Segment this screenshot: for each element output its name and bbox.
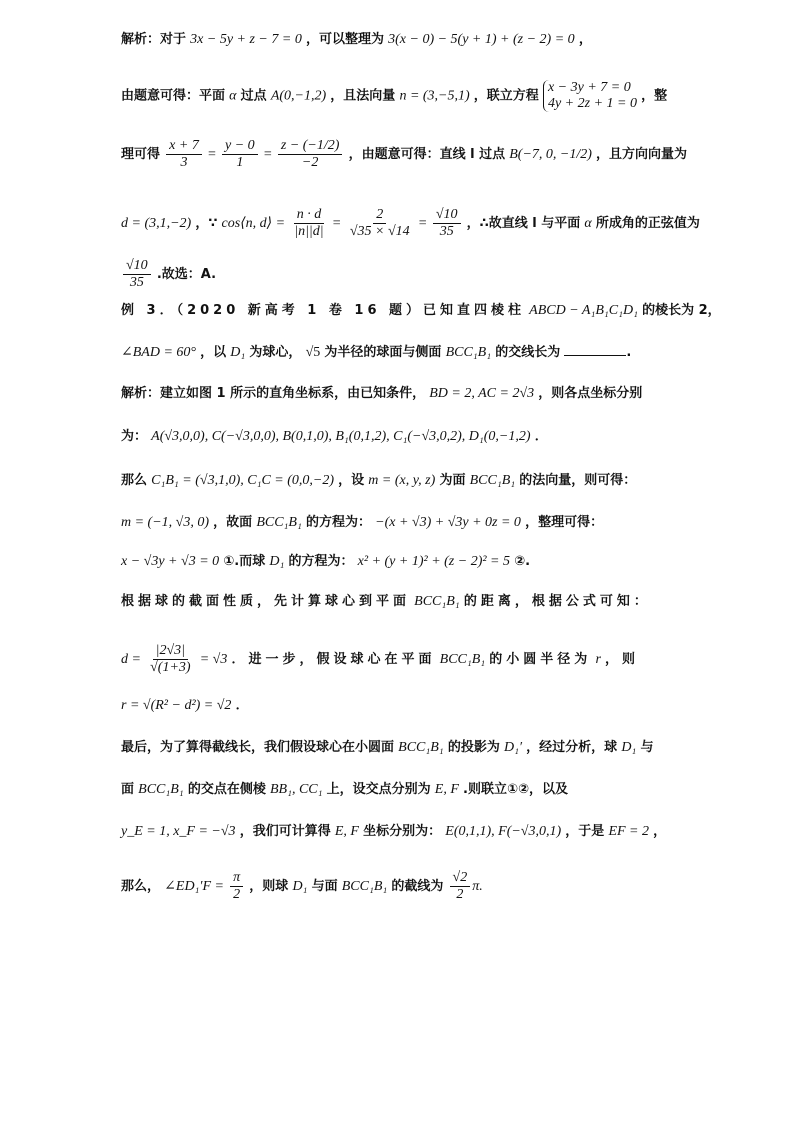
solution-line-1: 解析：对于 3x − 5y + z − 7 = 0 ，可以整理为 3(x − 0) − 5(y + 1) + (z − 2) = 0 ， <box>121 32 592 47</box>
example-3-title: 例 3．（2020 新高考 1 卷 16 题）已知直四棱柱 ABCD − A₁B₁C₁D₁ 的棱长为 2， <box>121 303 721 318</box>
solution3-line-12: 那么， ∠ED₁′F = $\frac{\pi}{2}$ ，则球 D₁ 与面 BCC₁B₁ 的截线为 $\frac{√2}{2}$ π. <box>121 870 483 902</box>
equation-system: x − 3y + 7 = 0 4y + 2z + 1 = 0 <box>543 80 637 112</box>
example-3-line-2: ∠BAD = 60° ，以 D₁ 为球心， √5 为半径的球面与侧面 BCC₁B₁ 的交线长为 . <box>121 345 632 360</box>
fraction: $\frac{x + 7}{3}$ <box>166 138 202 171</box>
solution3-line-6: 根据球的截面性质，先计算球心到平面 BCC₁B₁ 的距离，根据公式可知： <box>121 594 651 609</box>
solution-line-5: $\frac{√10}{35}$ .故选：A. <box>121 258 216 291</box>
fraction: $\frac{√2}{2}$ <box>450 870 471 903</box>
fraction: $\frac{z - (-1/2)}{-2}$ <box>278 138 343 171</box>
solution3-line-1: 解析：建立如图 1 所示的直角坐标系，由已知条件， BD = 2, AC = 2√3 ，则各点坐标分别 <box>121 386 643 401</box>
fraction: $\frac{√10}{35}$ <box>123 258 151 291</box>
normal-vector: n = (3,−5,1) <box>399 88 470 104</box>
solution3-line-4: m = (−1, √3, 0) ，故面 BCC₁B₁ 的方程为： −(x + √3) + √3y + 0z = 0 ，整理可得： <box>121 515 604 530</box>
solution3-line-11: y_E = 1, x_F = −√3 ，我们可计算得 E, F 坐标分别为： E(0,1,1), F(−√3,0,1) ，于是 EF = 2 ， <box>121 824 667 839</box>
solution3-line-2: 为： A(√3,0,0), C(−√3,0,0), B(0,1,0), B₁(0,1,2), C₁(−√3,0,2), D₁(0,−1,2) ． <box>121 429 548 444</box>
solution3-line-9: 最后，为了算得截线长，我们假设球心在小圆面 BCC₁B₁ 的投影为 D₁′ ，经过分析，球 D₁ 与 <box>121 740 654 755</box>
solution3-line-7: d = $\frac{|2√3|}{√(1+3)}$ = √3 ．进一步，假设球心在平面 BCC₁B₁ 的小圆半径为 r ，则 <box>121 643 640 675</box>
solution3-line-8: r = √(R² − d²) = √2 ． <box>121 698 249 713</box>
point: A(0,−1,2) <box>270 88 327 104</box>
fraction: $\frac{n \cdot d}{|n||d|}$ <box>294 207 324 239</box>
solution-line-4: d = (3,1,−2) ，∵ cos⟨n, d⟩ = $\frac{n \cdot d}{|n||d|}$ = $\frac{2}{√35 \times √14}$ = $\frac{√10}{35}$ ，∴故直线 l 与平面 α 所成角的正弦值为 <box>121 207 700 239</box>
coordinates: A(√3,0,0), C(−√3,0,0), B(0,1,0), B₁(0,1,2), C₁(−√3,0,2), D₁(0,−1,2) <box>151 429 531 444</box>
point: B(−7, 0, −1/2) <box>509 147 592 162</box>
answer-blank <box>564 343 626 356</box>
fraction: $\frac{|2√3|}{√(1+3)}$ <box>150 643 191 675</box>
solution-line-2: 由题意可得：平面 α 过点 A(0,−1,2) ，且法向量 n = (3,−5,1) ，联立方程 x − 3y + 7 = 0 4y + 2z + 1 = 0 ，整 <box>121 80 668 111</box>
fraction: $\frac{2}{√35 \times √14}$ <box>349 207 410 239</box>
fraction: $\frac{y - 0}{1}$ <box>222 138 258 171</box>
direction-vector: d = (3,1,−2) <box>121 216 192 231</box>
equation: 3(x − 0) − 5(y + 1) + (z − 2) = 0 <box>388 32 575 47</box>
solution3-line-3: 那么 C₁B₁ = (√3,1,0), C₁C = (0,0,−2) ，设 m = (x, y, z) 为面 BCC₁B₁ 的法向量，则可得： <box>121 473 637 488</box>
solution3-line-10: 面 BCC₁B₁ 的交点在侧棱 BB₁, CC₁ 上，设交点分别为 E, F .则联立①②，以及 <box>121 782 568 797</box>
fraction: $\frac{√10}{35}$ <box>433 207 461 240</box>
solution3-line-5: x − √3y + √3 = 0 ①.而球 D₁ 的方程为： x² + (y + 1)² + (z − 2)² = 5 ②. <box>121 554 531 569</box>
equation: 3x − 5y + z − 7 = 0 <box>190 32 302 47</box>
fraction: $\frac{\pi}{2}$ <box>230 870 243 903</box>
solution-line-3: 理可得 $\frac{x + 7}{3}$ = $\frac{y - 0}{1}$ = $\frac{z - (-1/2)}{-2}$ ，由题意可得：直线 l 过点 B(−7, 0, −1/2) ，且方向向量为 <box>121 138 688 170</box>
